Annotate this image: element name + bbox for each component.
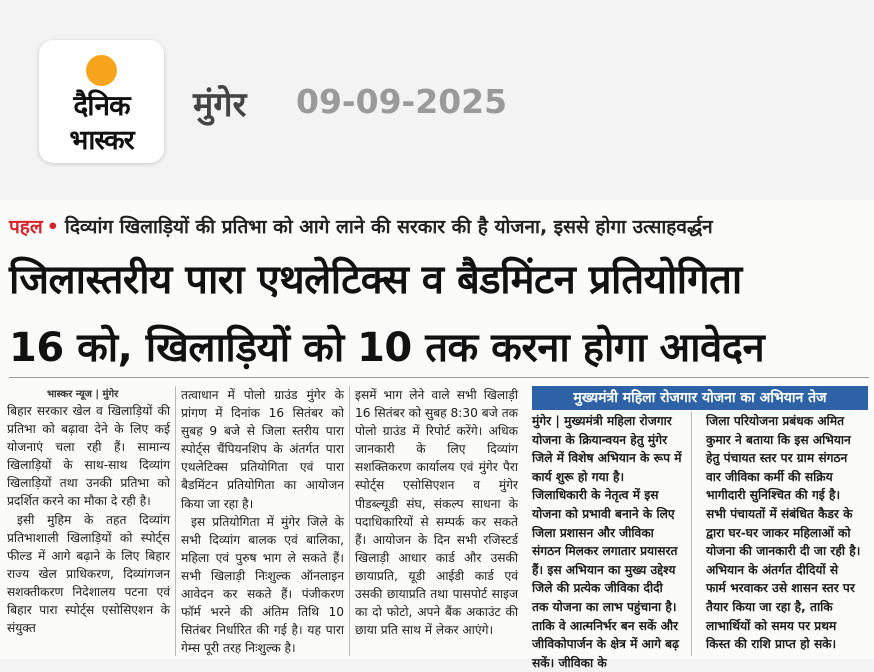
headline-line1: जिलास्तरीय पारा एथलेटिक्स व बैडमिंटन प्रतियोगिता [9, 257, 742, 303]
sidebar-column-1 [532, 412, 682, 672]
sidebar-story-title: मुख्यमंत्री महिला रोजगार योजना का अभियान तेज [532, 386, 868, 410]
paragraph: बिहार सरकार खेल व खिलाड़ियों की प्रतिभा को बढ़ावा देने के लिए कई योजनाएं चला रही हैं। सामान्य खिलाड़ियों के साथ-साथ दिव्यांग खिलाड़ियों तथा उनकी प्रतिभा को प्रदर्शित करने का मौका दे रही है। [7, 404, 170, 509]
kicker-text: दिव्यांग खिलाड़ियों की प्रतिभा को आगे लाने की सरकार की है योजना, इससे होगा उत्साहवर्द्धन [64, 216, 713, 238]
page-header [0, 0, 874, 190]
article-column-3 [355, 386, 518, 639]
paragraph: इसमें भाग लेने वाले सभी खिलाड़ी 16 सितंबर को सुबह 8:30 बजे तक पोलो ग्राउंड में रिपोर्ट करेंगे। अधिक जानकारी के लिए दिव्यांग सशक्तिकरण कार्यालय एवं मुंगेर पैरा स्पोर्ट्स एसोसिएशन व मुंगेर पीडब्ल्यूडी संघ, संकल्प साधना के पदाधिकारियों से सम्पर्क कर सकते हैं। आयोजन के दिन सभी रजिस्टर्ड खिलाड़ी आधार कार्ड और उसकी छायाप्रति, यूडी आईडी कार्ड एवं उसकी छायाप्रति तथा पासपोर्ट साइज का दो फोटो, अपने बैंक अकाउंट की छाया प्रति साथ में लेकर आएंगे। [355, 388, 518, 638]
sun-icon [86, 55, 117, 86]
logo-line2: भास्कर [69, 125, 134, 156]
article-column-1 [7, 402, 170, 637]
paragraph: इसी मुहिम के तहत दिव्यांग प्रतिभाशाली खिलाड़ियों को स्पोर्ट्स फील्ड में आगे बढ़ाने के लिए बिहार राज्य खेल प्राधिकरण, दिव्यांगजन सशक्तीकरण निदेशालय पटना एवं बिहार पारा स्पोर्ट्स एसोसिएशन के संयुक्त [7, 512, 170, 636]
article-column-2 [181, 386, 344, 657]
dainik-bhaskar-logo [39, 40, 164, 163]
bullet-icon: • [46, 216, 59, 238]
paragraph: तत्वाधान में पोलो ग्राउंड मुंगेर के प्रांगण में दिनांक 16 सितंबर को सुबह 9 बजे से जिला स्तरीय पारा स्पोर्ट्स चैंपियनशिप के अंतर्गत पारा एथलेटिक्स प्रतियोगिता एवं पारा बैडमिंटन प्रतियोगिता का आयोजन किया जा रहा है। [181, 388, 344, 511]
edition-city: मुंगेर [193, 85, 247, 125]
column-divider [349, 386, 350, 656]
paragraph: जिला परियोजना प्रबंधक अमित कुमार ने बताया कि इस अभियान हेतु पंचायत स्तर पर ग्राम संगठन वार जीविका कर्मी की सक्रिय भागीदारी सुनिश्चित की गई है। सभी पंचायतों में संबंधित कैडर के द्वारा घर-घर जाकर महिलाओं को योजना की जानकारी दी जा रही है। अभियान के अंतर्गत दीदियों से फार्म भरवाकर उसे शासन स्तर पर तैयार किया जा रहा है, ताकि लाभार्थियों को समय पर प्रथम किस्त की राशि प्राप्त हो सके। [706, 414, 861, 652]
column-divider [175, 386, 176, 656]
logo-line1: दैनिक [73, 89, 130, 122]
sidebar-column-2 [706, 412, 861, 654]
headline-rule [9, 377, 869, 378]
column-divider [691, 412, 692, 656]
edition-date: 09-09-2025 [296, 82, 508, 121]
byline: भास्कर न्यूज | मुंगेर [47, 389, 119, 400]
paragraph: इस प्रतियोगिता में मुंगेर जिले के सभी दिव्यांग बालक एवं बालिका, महिला एवं पुरुष भाग ले सकते हैं। सभी खिलाड़ी निःशुल्क ऑनलाइन आवेदन कर सकते हैं। पंजीकरण फॉर्म भरने की अंतिम तिथि 10 सितंबर निर्धारित की गई है। यह पारा गेम्स पूरी तरह निःशुल्क है। [181, 514, 344, 656]
kicker-tag: पहल [9, 216, 43, 238]
article-kicker [9, 213, 713, 239]
headline-line2: 16 को, खिलाड़ियों को 10 तक करना होगा आवेदन [9, 325, 765, 371]
paragraph: मुंगेर | मुख्यमंत्री महिला रोजगार योजना के क्रियान्वयन हेतु मुंगेर जिले में विशेष अभियान के रूप में कार्य शुरू हो गया है। जिलाधिकारी के नेतृत्व में इस योजना को प्रभावी बनाने के लिए जिला प्रशासन और जीविका संगठन मिलकर लगातार प्रयासरत हैं। इस अभियान का मुख्य उद्देश्य जिले की प्रत्येक जीविका दीदी तक योजना का लाभ पहुंचाना है। ताकि वे आत्मनिर्भर बन सकें और जीविकोपार्जन के क्षेत्र में आगे बढ़ सकें। जीविका के [532, 414, 682, 670]
